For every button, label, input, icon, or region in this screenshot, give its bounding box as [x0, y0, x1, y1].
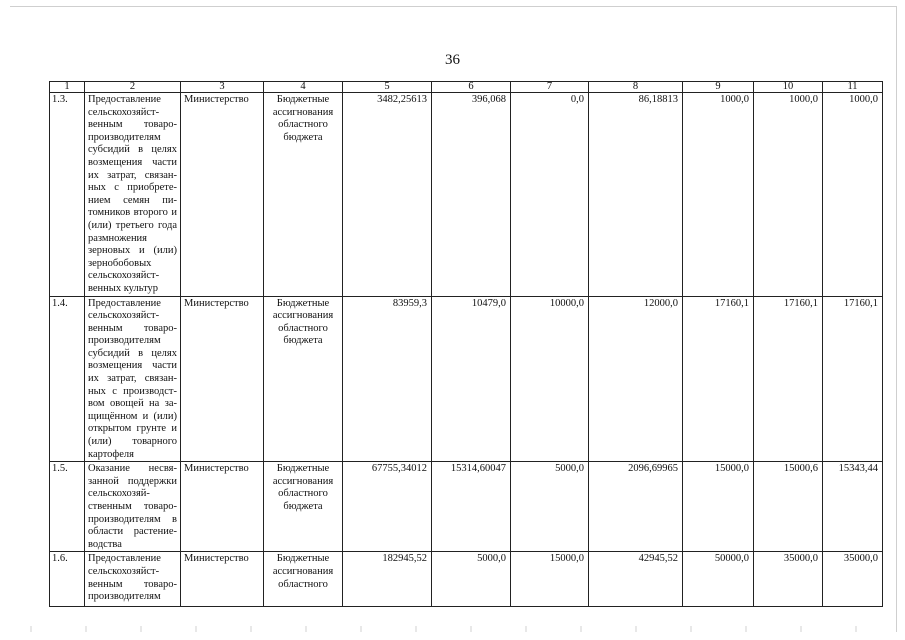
row-number: 1.6.: [50, 552, 85, 607]
value-cell: 1000,0: [823, 93, 883, 297]
value-cell: 17160,1: [683, 296, 754, 462]
row-description: Оказание несвя-занной поддержки сельскохозяй-ственным товаро-производителям в области растение-водства: [85, 462, 181, 552]
header-cell: 7: [511, 82, 589, 93]
row-executor: Министерство: [181, 296, 264, 462]
value-cell: 3482,25613: [343, 93, 432, 297]
row-number: 1.5.: [50, 462, 85, 552]
header-cell: 5: [343, 82, 432, 93]
value-cell: 10479,0: [432, 296, 511, 462]
value-cell: 35000,0: [823, 552, 883, 607]
header-cell: 6: [432, 82, 511, 93]
value-cell: 1000,0: [754, 93, 823, 297]
row-executor: Министерство: [181, 462, 264, 552]
value-cell: 17160,1: [754, 296, 823, 462]
row-number: 1.3.: [50, 93, 85, 297]
row-funding-source: Бюджетные ассигнования областного бюджета: [264, 93, 343, 297]
row-description: Предоставление сельскохозяйст-венным товаро-производителям субсидий в целях возмещения части их затрат, связан-ных с приобрете-нием семян пи-томников второго и (или) третьего года размножения зерновых и (или) зернобобовых сельскохозяйст-венных культур: [85, 93, 181, 297]
value-cell: 15000,0: [683, 462, 754, 552]
header-cell: 4: [264, 82, 343, 93]
value-cell: 15000,0: [511, 552, 589, 607]
scan-artifact: [30, 626, 890, 632]
value-cell: 5000,0: [432, 552, 511, 607]
page-number: 36: [445, 52, 460, 68]
value-cell: 12000,0: [589, 296, 683, 462]
row-description: Предоставление сельскохозяйст-венным товаро-производителям: [85, 552, 181, 607]
table-row: [50, 296, 883, 462]
budget-table: [49, 81, 883, 607]
row-funding-source: Бюджетные ассигнования областного бюджета: [264, 296, 343, 462]
value-cell: 5000,0: [511, 462, 589, 552]
header-cell: 9: [683, 82, 754, 93]
value-cell: 15343,44: [823, 462, 883, 552]
header-cell: 1: [50, 82, 85, 93]
value-cell: 42945,52: [589, 552, 683, 607]
value-cell: 0,0: [511, 93, 589, 297]
header-cell: 10: [754, 82, 823, 93]
value-cell: 83959,3: [343, 296, 432, 462]
value-cell: 182945,52: [343, 552, 432, 607]
header-row: [50, 82, 883, 93]
value-cell: 50000,0: [683, 552, 754, 607]
row-description: Предоставление сельскохозяйст-венным товаро-производителям субсидий в целях возмещения части их затрат, связан-ных с производст-вом овощей на за-щищённом и (или) открытом грунте и (или) товарного картофеля: [85, 296, 181, 462]
row-executor: Министерство: [181, 93, 264, 297]
header-cell: 2: [85, 82, 181, 93]
value-cell: 2096,69965: [589, 462, 683, 552]
row-number: 1.4.: [50, 296, 85, 462]
value-cell: 35000,0: [754, 552, 823, 607]
value-cell: 10000,0: [511, 296, 589, 462]
row-executor: Министерство: [181, 552, 264, 607]
value-cell: 15314,60047: [432, 462, 511, 552]
value-cell: 15000,6: [754, 462, 823, 552]
table-row: [50, 462, 883, 552]
table-row: [50, 552, 883, 607]
value-cell: 1000,0: [683, 93, 754, 297]
value-cell: 67755,34012: [343, 462, 432, 552]
header-cell: 11: [823, 82, 883, 93]
table-row: [50, 93, 883, 297]
value-cell: 396,068: [432, 93, 511, 297]
header-cell: 3: [181, 82, 264, 93]
value-cell: 86,18813: [589, 93, 683, 297]
row-funding-source: Бюджетные ассигнования областного: [264, 552, 343, 607]
row-funding-source: Бюджетные ассигнования областного бюджета: [264, 462, 343, 552]
value-cell: 17160,1: [823, 296, 883, 462]
header-cell: 8: [589, 82, 683, 93]
